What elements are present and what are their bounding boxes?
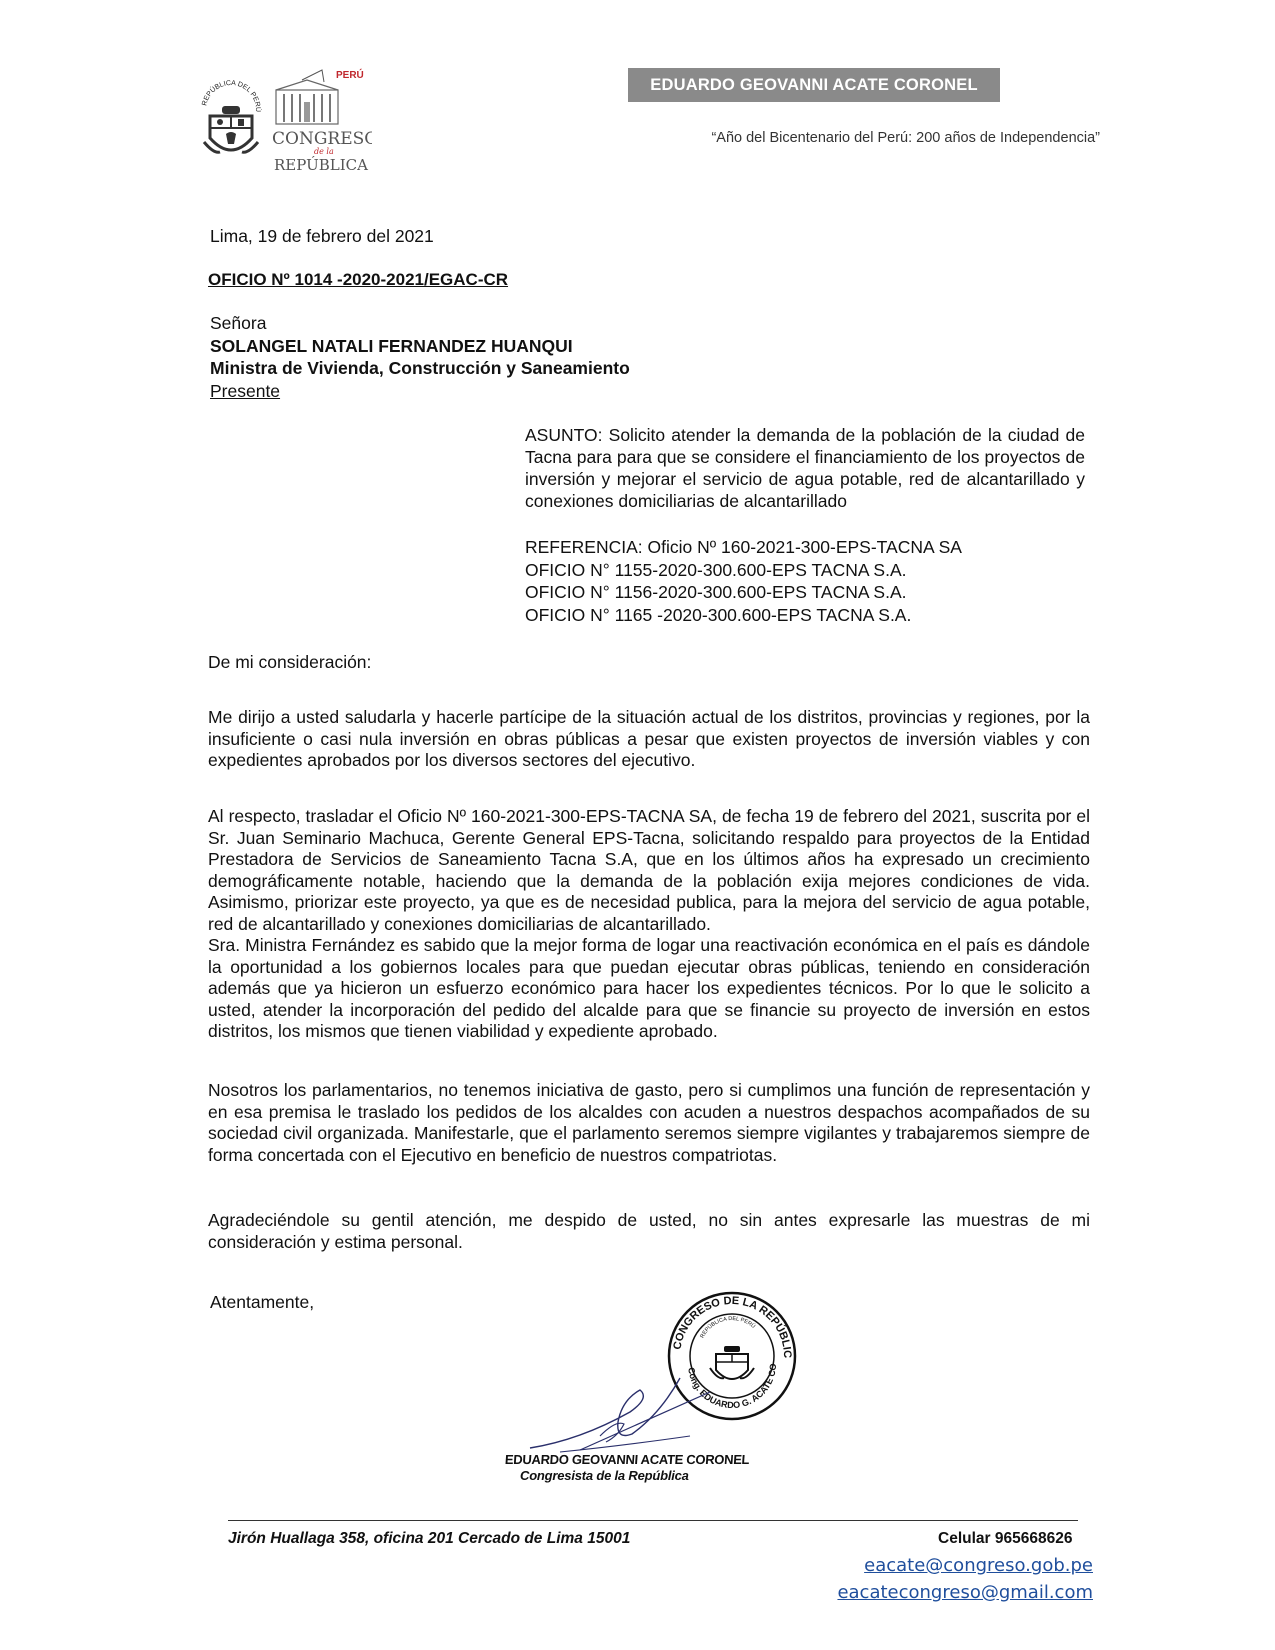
recipient-block [210,312,630,402]
reference-line: OFICIO N° 1165 -2020-300.600-EPS TACNA S.A. [525,604,912,625]
reference-line: OFICIO N° 1155-2020-300.600-EPS TACNA S.A. [525,559,907,580]
body-paragraph-2 [208,806,1090,1043]
svg-text:CONGRESO DE LA REPÚBLICA: CONGRESO DE LA REPÚBLIC [671,1294,794,1359]
congreso-logo-line2: de la [314,147,334,156]
recipient-name: SOLANGEL NATALI FERNANDEZ HUANQUI [210,335,573,356]
oficio-number: OFICIO Nº 1014 -2020-2021/EGAC-CR [208,270,509,289]
subject-asunto: ASUNTO: Solicito atender la demanda de la población de la ciudad de Tacna para para que se considere el financiamiento de los proyectos de inversión y mejorar el servicio de agua potable, red de alcantarillado y conexiones domiciliarias de alcantarillado [525,425,1085,511]
peru-coat-of-arms-logo [200,76,262,168]
letter-date: Lima, 19 de febrero del 2021 [210,226,434,246]
footer-divider [228,1520,1078,1521]
presente-label: Presente [210,380,281,401]
recipient-role: Ministra de Vivienda, Construcción y Saneamiento [210,358,630,378]
email-link-gmail[interactable]: eacatecongreso@gmail.com [837,1582,1093,1603]
references-block [525,536,962,626]
email-link-congreso[interactable]: eacate@congreso.gob.pe [864,1555,1093,1576]
greeting: De mi consideración: [208,652,372,672]
footer-address: Jirón Huallaga 358, oficina 201 Cercado de Lima 15001 [228,1530,631,1547]
svg-text:REPÚBLICA DEL PERÚ: REPÚBLICA DEL PERÚ [699,1315,757,1340]
body-paragraph-2b: Sra. Ministra Fernández es sabido que la mejor forma de logar una reactivación económica en el país es dándole la oportunidad a los gobiernos locales para que puedan ejecutar obras públicas, teniendo en consideración además que ya hicieron un esfuerzo económico para hacer los expedientes técnicos. Por lo que le solicito a usted, atender la incorporación del pedido del alcalde para que se financie su proyecto de inversión en estos distritos, los mismos que tienen viabilidad y expediente aprobado. [208,935,1090,1041]
signatory-role: Congresista de la República [520,1468,689,1483]
svg-text:Cong. EDUARDO G. ACATE CORONEL: Cong. EDUARDO G. ACATE CO [686,1363,779,1411]
closing: Atentamente, [210,1292,315,1312]
year-motto: “Año del Bicentenario del Perú: 200 años de Independencia” [711,130,1100,146]
body-paragraph-1: Me dirijo a usted saludarla y hacerle partícipe de la situación actual de los distritos, provincias y regiones, por la insuficiente o casi nula inversión en obras públicas a pesar que existen proyectos de inversión viables y con expedientes aprobados por los diversos sectores del ejecutivo. [208,707,1090,770]
congreso-logo [272,68,372,178]
reference-line: REFERENCIA: Oficio Nº 160-2021-300-EPS-TACNA SA [525,537,962,557]
body-paragraph-3: Nosotros los parlamentarios, no tenemos iniciativa de gasto, pero si cumplimos una función de representación y en esa premisa le traslado los pedidos de los alcaldes con acuden a nuestros despachos acompañados de su sociedad civil organizada. Manifestarle, que el parlamento seremos siempre vigilantes y trabajaremos siempre de forma concertada con el Ejecutivo en beneficio de nuestros compatriotas. [208,1080,1090,1165]
congreso-logo-line1: CONGRESO [272,129,372,149]
reference-line: OFICIO N° 1156-2020-300.600-EPS TACNA S.A. [525,582,907,602]
handwritten-signature [520,1370,720,1460]
congreso-logo-country: PERÚ [336,70,364,81]
body-paragraph-4: Agradeciéndole su gentil atención, me despido de usted, no sin antes expresarle las muestras de mi consideración y estima personal. [208,1210,1090,1252]
signatory-name: EDUARDO GEOVANNI ACATE CORONEL [504,1452,750,1467]
svg-text:REPÚBLICA DEL PERÚ: REPÚBLICA DEL PERÚ [201,79,262,113]
salutation-title: Señora [210,313,267,333]
footer-phone: Celular 965668626 [938,1530,1073,1547]
congreso-logo-line3: REPÚBLICA [274,156,368,174]
body-paragraph-2a: Al respecto, trasladar el Oficio Nº 160-2021-300-EPS-TACNA SA, de fecha 19 de febrero del 2021, suscrita por el Sr. Juan Seminario Machuca, Gerente General EPS-Tacna, solicitando respaldo para proyectos de la Entidad Prestadora de Servicios de Saneamiento Tacna S.A, que en los últimos años ha expresado un crecimiento demográficamente notable, haciendo que la demanda de la población exija mejores condiciones de vida. Asimismo, priorizar este proyecto, ya que es de necesidad publica, para la mejora del servicio de agua potable, red de alcantarillado y conexiones domiciliarias de alcantarillado. [208,806,1090,934]
sender-name-banner: EDUARDO GEOVANNI ACATE CORONEL [628,68,1000,102]
